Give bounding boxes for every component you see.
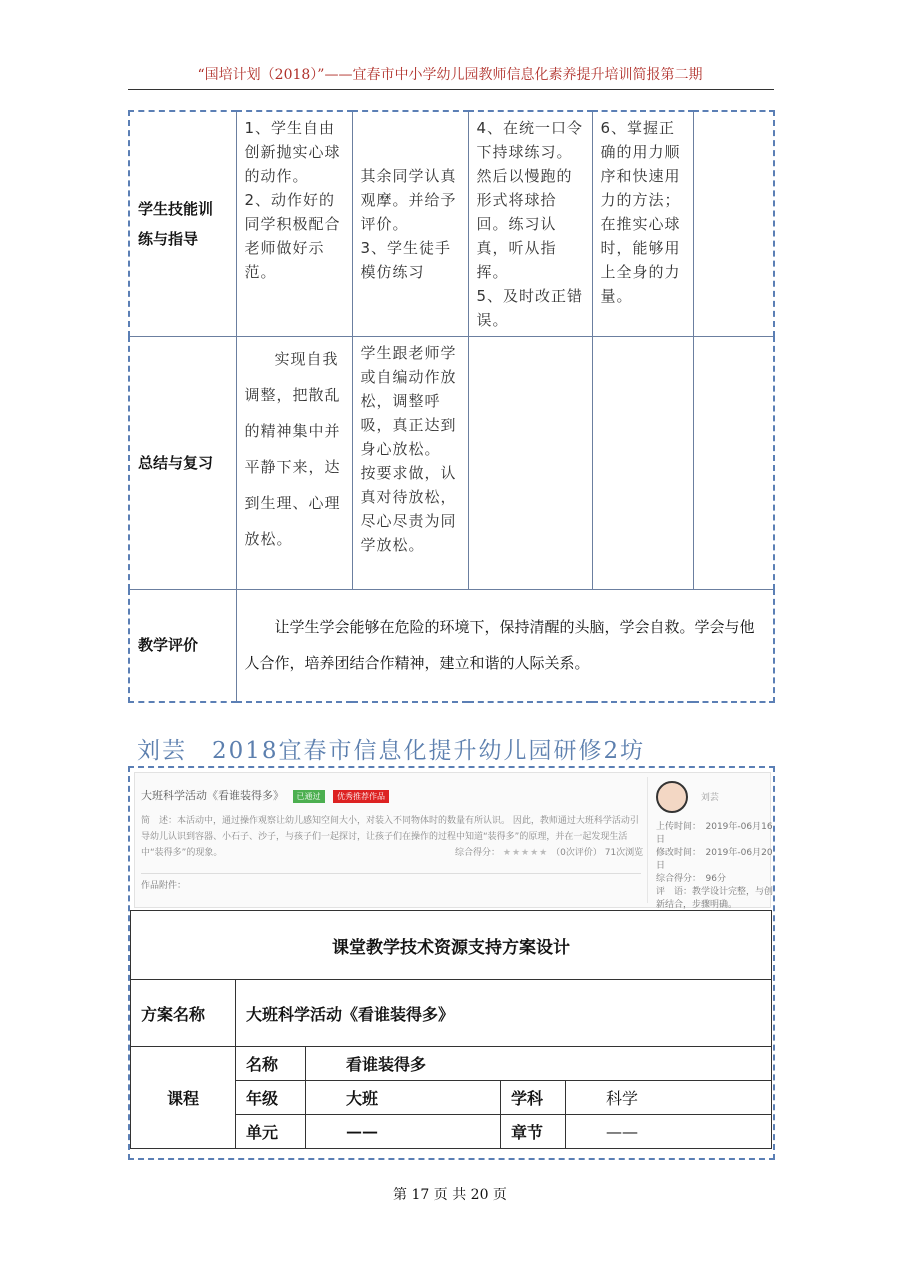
screenshot-score bbox=[455, 845, 643, 858]
course-label: 课程 bbox=[131, 1047, 236, 1149]
plan-table-caption: 课堂教学技术资源支持方案设计 bbox=[131, 911, 772, 980]
table-cell: 6、掌握正确的用力顺序和快速用力的方法；在推实心球时，能够用上全身的力量。 bbox=[592, 111, 693, 337]
author-name: 刘芸 bbox=[700, 792, 719, 803]
plan-name-value: 大班科学活动《看谁装得多》 bbox=[236, 980, 772, 1047]
screenshot-description: 简 述：本活动中，通过操作观察让幼儿感知空间大小，对装入不同物体时的数量有所认识。 因此，教师通过大班科学活动引导幼儿认识到容器、小石子、沙子，与孩子们一起探讨，让孩子们在操作的过程中知道“装得多”的原理，并在一起发现生活中“装得多”的现象。 bbox=[141, 816, 639, 858]
table-cell: 学生跟老师学或自编动作放松，调整呼吸，真正达到身心放松。 按要求做，认真对待放松，尽心尽责为同学放松。 bbox=[352, 337, 468, 590]
name-value: 看谁装得多 bbox=[306, 1047, 772, 1081]
score-count: （0次评价） bbox=[551, 848, 602, 858]
table-cell bbox=[468, 337, 592, 590]
recommended-tag: 优秀推荐作品 bbox=[333, 790, 389, 803]
view-count: 71次浏览 bbox=[604, 848, 644, 858]
score-label: 综合得分： bbox=[455, 848, 501, 858]
table-cell bbox=[592, 337, 693, 590]
update-time: 修改时间： 2019年-06月20日 bbox=[656, 848, 773, 871]
lesson-table bbox=[128, 110, 775, 703]
chapter-label: 章节 bbox=[501, 1115, 566, 1149]
evaluation-text: 让学生学会能够在危险的环境下，保持清醒的头脑，学会自救。学会与他人合作，培养团结合作精神，建立和谐的人际关系。 bbox=[236, 590, 774, 702]
attachment-bar: 作品附件： bbox=[141, 873, 641, 891]
row-label: 总结与复习 bbox=[129, 337, 236, 590]
table-cell bbox=[693, 337, 774, 590]
unit-label: 单元 bbox=[236, 1115, 306, 1149]
row-label: 学生技能训练与指导 bbox=[129, 111, 236, 337]
author-panel bbox=[647, 777, 776, 910]
grade-value: 大班 bbox=[306, 1081, 501, 1115]
section-title: 刘芸 2018宜春市信息化提升幼儿园研修2坊 bbox=[137, 738, 646, 764]
plan-table bbox=[130, 910, 772, 1149]
name-label: 名称 bbox=[236, 1047, 306, 1081]
table-row bbox=[129, 337, 774, 590]
screenshot-title-text: 大班科学活动《看谁装得多》 bbox=[141, 789, 284, 802]
plan-name-label: 方案名称 bbox=[131, 980, 236, 1047]
row-label: 教学评价 bbox=[129, 590, 236, 702]
chapter-value: —— bbox=[566, 1115, 772, 1149]
approved-tag: 已通过 bbox=[293, 790, 325, 803]
final-score: 综合得分： 96分 bbox=[656, 874, 726, 884]
header-rule bbox=[128, 89, 774, 90]
table-cell: 实现自我调整，把散乱的精神集中并平静下来，达到生理、心理放松。 bbox=[236, 337, 352, 590]
page-footer: 第 17 页 共 20 页 bbox=[393, 1187, 507, 1203]
subject-value: 科学 bbox=[566, 1081, 772, 1115]
upload-time: 上传时间： 2019年-06月16日 bbox=[656, 822, 773, 845]
embedded-screenshot bbox=[134, 772, 774, 910]
unit-value: —— bbox=[306, 1115, 501, 1149]
table-row bbox=[129, 590, 774, 702]
table-cell bbox=[693, 111, 774, 337]
grade-label: 年级 bbox=[236, 1081, 306, 1115]
table-cell: 1、学生自由创新抛实心球的动作。 2、动作好的同学积极配合老师做好示范。 bbox=[236, 111, 352, 337]
avatar bbox=[656, 781, 688, 813]
table-cell: 4、在统一口令下持球练习。然后以慢跑的形式将球拾回。练习认真，听从指挥。 5、及时改正错误。 bbox=[468, 111, 592, 337]
rating-stars-icon: ★★★★★ bbox=[502, 848, 549, 858]
comment-text: 评 语：教学设计完整，与创新结合，步骤明确。 bbox=[656, 887, 774, 910]
screenshot-title bbox=[141, 787, 389, 803]
subject-label: 学科 bbox=[501, 1081, 566, 1115]
page-header: “国培计划（2018）”——宜春市中小学幼儿园教师信息化素养提升培训简报第二期 bbox=[197, 67, 703, 83]
table-cell: 其余同学认真观摩。并给予评价。 3、学生徒手模仿练习 bbox=[352, 111, 468, 337]
table-row bbox=[129, 111, 774, 337]
